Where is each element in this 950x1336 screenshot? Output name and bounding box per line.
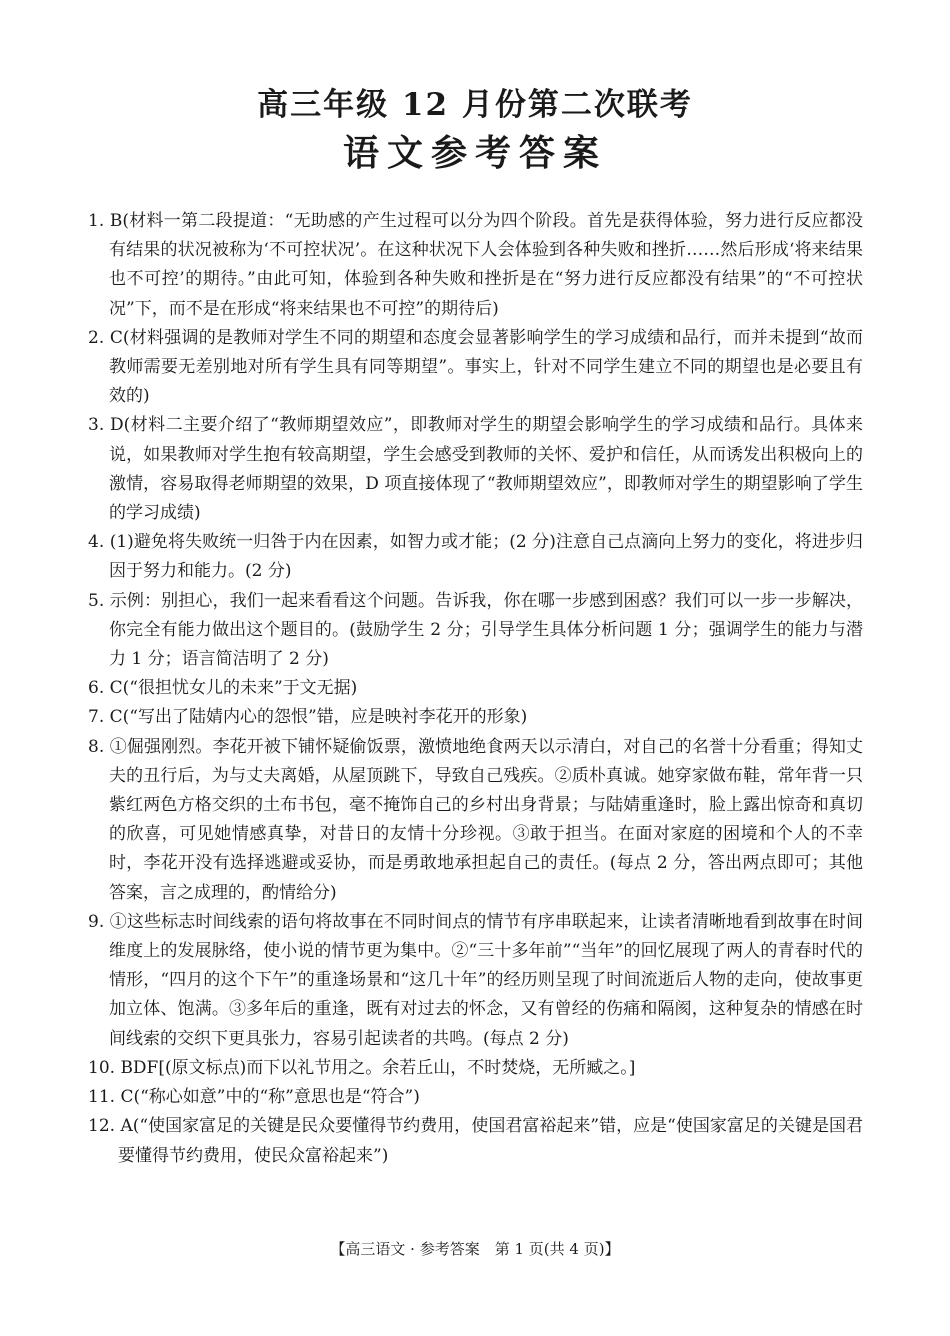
page-footer: 【高三语文 · 参考答案 第 1 页(共 4 页)】 bbox=[330, 1240, 620, 1258]
document-title: 语文参考答案 bbox=[342, 132, 607, 174]
exam-title: 高三年级 12 月份第二次联考 bbox=[257, 87, 693, 123]
answer-item-5: 5. 示例：别担心，我们一起来看看这个问题。告诉我，你在哪一步感到困惑？我们可以一步一步解决，你完全有能力做出这个题目的。(鼓励学生 2 分；引导学生具体分析问题 1 分；强调学生的能力与潜力 1 分；语言简洁明了 2 分) bbox=[88, 590, 863, 670]
answer-item-7: 7. C(“写出了陆婧内心的怨恨”错，应是映衬李花开的形象) bbox=[88, 707, 528, 728]
answer-item-9: 9. ①这些标志时间线索的语句将故事在不同时间点的情节有序串联起来，让读者清晰地看到故事在时间维度上的发展脉络，使小说的情节更为集中。②“三十多年前”“当年”的回忆展现了两人的青春时代的情形，“四月的这个下午”的重逢场景和“这几十年”的经历则呈现了时间流逝后人物的走向，使故事更加立体、饱满。③多年后的重逢，既有对过去的怀念，又有曾经的伤痛和隔阂，这种复杂的情感在时间线索的交织下更具张力，容易引起读者的共鸣。(每点 2 分) bbox=[88, 911, 863, 1049]
answer-item-2: 2. C(材料强调的是教师对学生不同的期望和态度会显著影响学生的学习成绩和品行，而并未提到“故而教师需要无差别地对所有学生具有同等期望”。事实上，针对不同学生建立不同的期望也是必要且有效的) bbox=[88, 327, 863, 407]
answer-list bbox=[88, 207, 863, 1171]
answer-item-10: 10. BDF[(原文标点)而下以礼节用之。余若丘山，不时焚烧，无所臧之。] bbox=[88, 1057, 636, 1078]
answer-item-12: 12. A(“使国家富足的关键是民众要懂得节约费用，使国君富裕起来”错，应是“使国家富足的关键是国君要懂得节约费用，使民众富裕起来”) bbox=[88, 1116, 863, 1166]
answer-item-3: 3. D(材料二主要介绍了“教师期望效应”，即教师对学生的期望会影响学生的学习成绩和品行。具体来说，如果教师对学生抱有较高期望，学生会感受到教师的关怀、爱护和信任，从而诱发出积极向上的激情，容易取得老师期望的效果，D 项直接体现了“教师期望效应”，即教师对学生的期望影响了学生的学习成绩) bbox=[88, 415, 863, 524]
answer-item-4: 4. (1)避免将失败统一归咎于内在因素，如智力或才能；(2 分)注意自己点滴向上努力的变化，将进步归因于努力和能力。(2 分) bbox=[88, 532, 863, 582]
answer-item-8: 8. ①倔强刚烈。李花开被下铺怀疑偷饭票，激愤地绝食两天以示清白，对自己的名誉十分看重；得知丈夫的丑行后，为与丈夫离婚，从屋顶跳下，导致自己残疾。②质朴真诚。她穿家做布鞋，常年背一只紫红两色方格交织的土布书包，毫不掩饰自己的乡村出身背景；与陆婧重逢时，脸上露出惊奇和真切的欣喜，可见她情感真挚，对昔日的友情十分珍视。③敢于担当。在面对家庭的困境和个人的不幸时，李花开没有选择逃避或妥协，而是勇敢地承担起自己的责任。(每点 2 分，答出两点即可；其他答案，言之成理的，酌情给分) bbox=[88, 736, 863, 903]
answer-item-6: 6. C(“很担忧女儿的未来”于文无据) bbox=[88, 678, 358, 699]
page-header bbox=[0, 82, 950, 178]
answer-item-11: 11. C(“称心如意”中的“称”意思也是“符合”) bbox=[88, 1087, 420, 1108]
answer-item-1: 1. B(材料一第二段提道：“无助感的产生过程可以分为四个阶段。首先是获得体验，努力进行反应都没有结果的状况被称为‘不可控状况’。在这种状况下人会体验到各种失败和挫折……然后形成‘将来结果也不可控’的期待。”由此可知，体验到各种失败和挫折是在“努力进行反应都没有结果”的“不可控状况”下，而不是在形成“将来结果也不可控”的期待后) bbox=[88, 211, 864, 319]
